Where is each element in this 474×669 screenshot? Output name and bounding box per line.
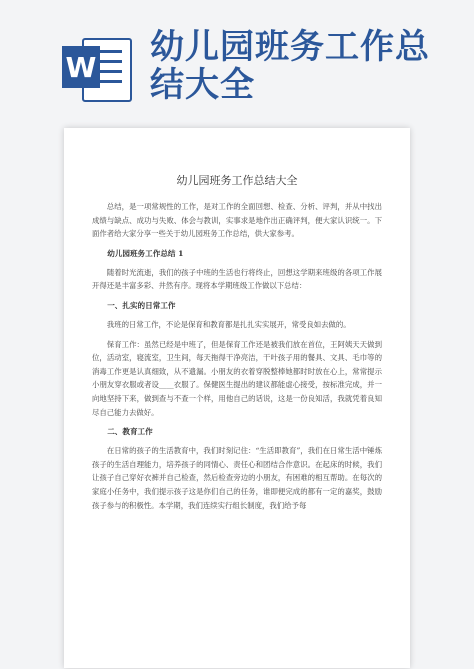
daily-work-paragraph: 我班的日常工作，不论是保育和教育都是扎扎实实展开，常受良如去做的。 <box>106 319 351 329</box>
section-paragraph: 随着时光流逝，我们的孩子中班的生活也行将终止，回想这学期来班级的各项工作展开得还是丰富多彩、井然有序。现将本学期班级工作做以下总结： <box>92 267 382 291</box>
word-document-icon <box>62 32 132 104</box>
banner-title-line1: 幼儿园班务工作总 <box>150 27 430 67</box>
document-title: 幼儿园班务工作总结大全 <box>176 174 298 187</box>
heading-education: 二、教育工作 <box>107 427 153 437</box>
document-body <box>64 200 410 512</box>
care-work-paragraph: 保育工作：虽然已经是中班了，但是保育工作还是被我们放在首位，王阿姨天天做到位，活动室，寝流室，卫生间，每天拖得干净亮洁，干叶孩子用的餐具、文具、毛巾等的消毒工作更是认真细致，从不遗漏。小朋友的衣着穿脱整棒她都时时放在心上，常常提示小朋友穿衣服或者设____衣服了。保健医生提出的建议都能虚心接受，按标准完成，并一向地坚持下来，做到查与不查一个样，用他自己的话说，这是一份良知活，我就凭着良知尽自己能力去做好。 <box>92 339 382 417</box>
intro-paragraph: 总结，是一项常规性的工作，是对工作的全面回想、检查、分析、评判，并从中找出成绩与缺点、成功与失败、体会与教训，实事求是地作出正确评判，便大家认识统一。下面作者给大家分享一些关于幼儿园班务工作总结，供大家参考。 <box>92 202 382 239</box>
word-letter-tile: W <box>62 46 100 88</box>
education-paragraph: 在日常的孩子的生活教育中，我们时刻记住：“生活即教育”，我们在日常生活中锤炼孩子的生活自理能力，培养孩子的同情心、责任心和团结合作意识。在起床的时候，我们让孩子自己穿好衣裤并自己检查，然后检查旁边的小朋友，有困难的相互帮助。在每次的家庭小任务中，我们提示孩子这是你们自己的任务，谁即便完成的都有一定的嘉奖，鼓励孩子参与的积极性。本学期，我们连续实行组长制度，我们给予每 <box>92 446 382 510</box>
banner-title-line2: 结大全 <box>150 65 255 105</box>
heading-daily-work: 一、扎实的日常工作 <box>107 300 176 310</box>
section-title: 幼儿园班务工作总结 1 <box>107 248 184 258</box>
banner-title <box>150 28 450 104</box>
document-page <box>64 128 410 668</box>
banner <box>0 0 474 120</box>
